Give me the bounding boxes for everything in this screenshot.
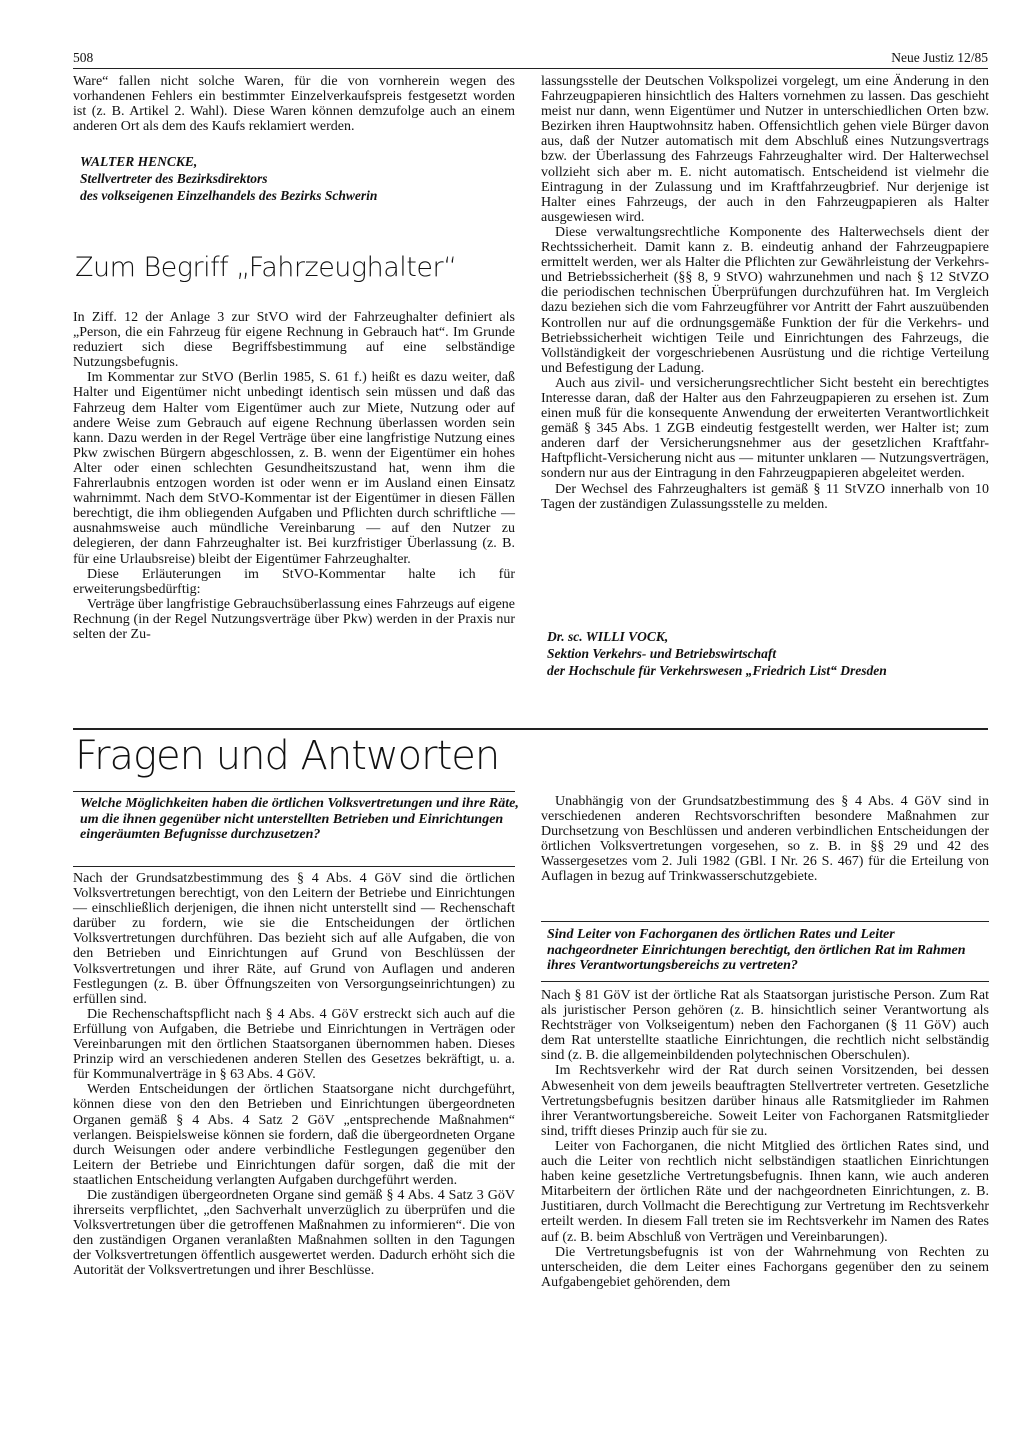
paragraph: Ware“ fallen nicht solche Waren, für die von vornherein wegen des vorhandenen Fehlers ein bestimmter Einzelverkaufspreis festgesetzt worden ist (z. B. Artikel 2. Wahl). Diese Waren können demzufolge auch an einem anderen Ort als dem des Kaufs reklamiert werden. bbox=[73, 74, 515, 135]
paragraph: Im Kommentar zur StVO (Berlin 1985, S. 61 f.) heißt es dazu weiter, daß Halter und Eigentümer nicht unbedingt identisch sein müssen und daß das Fahrzeug dem Halter vom Eigentümer auch zur Miete, Nutzung oder auf andere Weise zum Gebrauch auf eigene Rechnung überlassen worden sein kann. Dazu werden in der Regel Verträge über eine langfristige Nutzung eines Pkw zwischen Bürgern abgeschlossen, z. B. wenn der Eigentümer ein hohes Alter oder einen schlechten Gesundheitszustand hat, wenn ihm die Fahrerlaubnis entzogen worden ist oder wenn er im Ausland einen Einsatz wahrnimmt. Nach dem StVO-Kommentar ist der Eigentümer in diesen Fällen berechtigt, die ihm obliegenden Aufgaben und Pflichten durch schriftliche — ausnahmsweise auch mündliche Vereinbarung — auf den Nutzer zu delegieren, der dann Fahrzeughalter ist. Bei kurzfristiger Überlassung (z. B. für eine Urlaubsreise) bleibt der Eigentümer Fahrzeughalter. bbox=[73, 370, 515, 567]
question-2: Sind Leiter von Fachorganen des örtlichen Rates und Leiter nachgeordneter Einrichtungen berechtigt, den örtlichen Rat im Rahmen ihres Verantwortungsbereichs zu vertreten? bbox=[547, 927, 966, 973]
paragraph: Im Rechtsverkehr wird der Rat durch seinen Vorsitzenden, bei dessen Abwesenheit von dem jeweils beauftragten Stellvertreter vertreten. Gesetzliche Vertretungsbefugnis besitzen darüber hinaus alle Ratsmitglieder im Rahmen ihrer Verantwortungsbereiche. Soweit Leiter von Fachorganen Ratsmitglieder sind, trifft dieses Prinzip auch für sie zu. bbox=[541, 1063, 989, 1139]
paragraph: Der Wechsel des Fahrzeughalters ist gemäß § 11 StVZO innerhalb von 10 Tagen der zuständigen Zulassungsstelle zu melden. bbox=[541, 481, 989, 512]
author-line: Stellvertreter des Bezirksdirektors bbox=[80, 171, 268, 186]
question-rule-bottom bbox=[73, 866, 515, 867]
paragraph: Verträge über langfristige Gebrauchsüberlassung eines Fahrzeugs auf eigene Rechnung (in der Regel Nutzungsverträge über Pkw) werden in der Praxis nur selten der Zu- bbox=[73, 596, 515, 642]
paragraph: Auch aus zivil- und versicherungsrechtlicher Sicht besteht ein berechtigtes Interesse daran, daß der Halter aus den Fahrzeugpapieren zu ersehen ist. Zum einen muß für die konsequente Anwendung der erweiterten Verantwortlichkeit gemäß § 345 Abs. 1 ZGB eindeutig festgestellt werden, wer Halter ist; zum anderen darf der Versicherungsnehmer aus der gesetzlichen Kraftfahr-Haftpflicht-Versicherung nicht aus — mitunter unklaren — Nutzungsverträgen, sondern nur aus der Eintragung in den Fahrzeugpapieren abgeleitet werden. bbox=[541, 375, 989, 482]
author-line: der Hochschule für Verkehrswesen „Friedrich List“ Dresden bbox=[547, 663, 887, 678]
column-article-right bbox=[541, 74, 989, 512]
column-qa-left bbox=[73, 871, 515, 1279]
paragraph: Leiter von Fachorganen, die nicht Mitglied des örtlichen Rates sind, und auch die Leiter von rechtlich nicht selbständigen staatlichen Einrichtungen haben keine gesetzliche Vertretungsbefugnis. Ihnen kann, wie auch anderen Mitarbeitern der örtlichen Räte und der nachgeordneten Einrichtungen, z. B. Justitiaren, durch Vollmacht die Berechtigung zur Vertretung im Rechtsverkehr erteilt werden. In diesem Fall treten sie im Rechtsverkehr im Namen des Rates auf (z. B. beim Abschluß von Verträgen und Vereinbarungen). bbox=[541, 1138, 989, 1245]
journal-issue: Neue Justiz 12/85 bbox=[891, 50, 988, 65]
column-top-left bbox=[73, 74, 515, 134]
paragraph: Werden Entscheidungen der örtlichen Staatsorgane nicht durchgeführt, können diese von den den Betrieben und Einrichtungen übergeordneten Organen gemäß § 4 Abs. 4 Satz 2 GöV „entsprechende Maßnahmen“ verlangen. Beispielsweise können sie fordern, daß die übergeordneten Organe durch Weisungen oder andere verbindliche Festlegungen gegenüber den Leitern der Betriebe und Einrichtungen dafür sorgen, daß die mit der staatlichen Entscheidung verlangten Aufgaben durchgeführt werden. bbox=[73, 1082, 515, 1188]
author-name: WALTER HENCKE, bbox=[80, 154, 198, 169]
paragraph: Die zuständigen übergeordneten Organe sind gemäß § 4 Abs. 4 Satz 3 GöV ihrerseits verpflichtet, „den Sachverhalt unverzüglich zu überprüfen und die Volksvertretungen über die getroffenen Maßnahmen zu informieren“. Die von den zuständigen Organen veranlaßten Maßnahmen sollten in den Tagungen der Volksvertretungen öffentlich ausgewertet werden. Dadurch erhöht sich die Autorität der Volksvertretungen und ihrer Beschlüsse. bbox=[73, 1187, 515, 1279]
question-1: Welche Möglichkeiten haben die örtlichen Volksvertretungen und ihre Räte, um die ihnen gegenüber nicht unterstellten Betrieben und Einrichtungen eingeräumten Befugnisse durchzusetzen? bbox=[80, 796, 519, 842]
question-rule-top bbox=[73, 791, 515, 792]
question-rule-bottom bbox=[541, 981, 989, 982]
paragraph: Diese verwaltungsrechtliche Komponente des Halterwechsels dient der Rechtssicherheit. Damit kann z. B. eindeutig anhand der Fahrzeugpapiere ermittelt werden, wer als Halter die Pflichten zur Gewährleistung der Verkehrs- und Betriebssicherheit (§§ 8, 9 StVO) wahrzunehmen und nach § 12 StVZO die periodischen technischen Überprüfungen durchzuführen hat. Im Vergleich dazu beziehen sich die vom Fahrzeugführer vor Antritt der Fahrt auszuübenden Kontrollen nur auf die ordnungsgemäße Funktion der für die Verkehrs- und Betriebssicherheit wichtigen Teile und Einrichtungen des Fahrzeugs, die Vollständigkeit der vorgeschriebenen Ausrüstung und die richtige Verteilung und Befestigung der Ladung. bbox=[541, 224, 989, 376]
column-qa-right-answer bbox=[541, 988, 989, 1290]
paragraph: lassungsstelle der Deutschen Volkspolizei vorgelegt, um eine Änderung in den Fahrzeugpapieren hinsichtlich des Halters vornehmen zu lassen. Das geschieht meist nur dann, wenn Eigentümer und Nutzer in unterschiedlichen Orten bzw. Bezirken ihren Hauptwohnsitz haben. Offensichtlich gehen viele Bürger davon aus, daß der Nutzer automatisch mit dem Abschluß eines Nutzungsvertrags bzw. der Überlassung des Fahrzeugs Fahrzeughalter wird. Der Halterwechsel vollzieht sich aber m. E. nicht automatisch. Entscheidend ist vielmehr die Eintragung in der Zulassung und im Kraftfahrzeugbrief. Nur derjenige ist Halter eines Fahrzeugs, der auch in den Fahrzeugpapieren als Halter ausgewiesen wird. bbox=[541, 74, 989, 225]
column-qa-right bbox=[541, 794, 989, 885]
author-name: Dr. sc. WILLI VOCK, bbox=[547, 629, 669, 644]
paragraph: Nach § 81 GöV ist der örtliche Rat als Staatsorgan juristische Person. Zum Rat als juristischer Person gehören (z. B. hinsichtlich seiner Verantwortung als Rechtsträger von Volkseigentum) neben den Fachorganen (§ 11 GöV) auch dem Rat unterstellte staatliche Einrichtungen, die rechtlich nicht selbständig sind (z. B. die allgemeinbildenden polytechnischen Oberschulen). bbox=[541, 988, 989, 1064]
paragraph: Diese Erläuterungen im StVO-Kommentar halte ich für erweiterungsbedürftig: bbox=[73, 566, 515, 597]
question-rule-top bbox=[541, 921, 989, 922]
section-title: Fragen und Antworten bbox=[75, 733, 500, 779]
paragraph: Die Rechenschaftspflicht nach § 4 Abs. 4 GöV erstreckt sich auch auf die Erfüllung von Aufgaben, die Betriebe und Einrichtungen in Verträgen oder Vereinbarungen mit den örtlichen Staatsorganen übernommen haben. Dieses Prinzip wird an verschiedenen anderen Stellen des Gesetzes bekräftigt, u. a. für Kommunalverträge in § 63 Abs. 4 GöV. bbox=[73, 1006, 515, 1083]
paragraph: Unabhängig von der Grundsatzbestimmung des § 4 Abs. 4 GöV sind in verschiedenen anderen Rechtsvorschriften besondere Maßnahmen zur Durchsetzung von Beschlüssen und anderen verbindlichen Entscheidungen der örtlichen Volksvertretungen vorgesehen, so z. B. in §§ 29 und 42 des Wassergesetzes vom 2. Juli 1982 (GBl. I Nr. 26 S. 467) für die Erteilung von Auflagen in bezug auf Trinkwasserschutzgebiete. bbox=[541, 794, 989, 885]
article-title: Zum Begriff „Fahrzeughalter“ bbox=[75, 252, 457, 283]
paragraph: Nach der Grundsatzbestimmung des § 4 Abs. 4 GöV sind die örtlichen Volksvertretungen berechtigt, von den Leitern der Betriebe und Einrichtungen — einschließlich derjenigen, die ihnen nicht unterstellt sind — Rechenschaft darüber zu fordern, wie sie die Entscheidungen der örtlichen Volksvertretungen durchführen. Das bezieht sich auf alle Aufgaben, die von den Betrieben und Einrichtungen auf Grund von Beschlüssen der Volksvertretungen und ihrer Räte, auf Grund von Auflagen und anderen Festlegungen (z. B. über Öffnungszeiten von Versorgungseinrichtungen) zu erfüllen sind. bbox=[73, 871, 515, 1007]
page-number: 508 bbox=[73, 50, 94, 65]
column-article-left bbox=[73, 310, 515, 642]
author-line: des volkseigenen Einzelhandels des Bezirks Schwerin bbox=[80, 188, 378, 203]
section-rule bbox=[73, 728, 988, 730]
paragraph: In Ziff. 12 der Anlage 3 zur StVO wird der Fahrzeughalter definiert als „Person, die ein Fahrzeug für eigene Rechnung in Gebrauch hat“. Im Grunde reduziert sich diese Begriffsbestimmung auf eine selbständige Nutzungsbefugnis. bbox=[73, 310, 515, 371]
signature-hencke bbox=[80, 153, 520, 204]
author-line: Sektion Verkehrs- und Betriebswirtschaft bbox=[547, 646, 777, 661]
paragraph: Die Vertretungsbefugnis ist von der Wahrnehmung von Rechten zu unterscheiden, die dem Leiter eines Fachorgans gegenüber den zu seinem Aufgabengebiet gehörenden, dem bbox=[541, 1244, 989, 1290]
header-rule bbox=[73, 68, 988, 69]
signature-vock bbox=[547, 628, 992, 679]
